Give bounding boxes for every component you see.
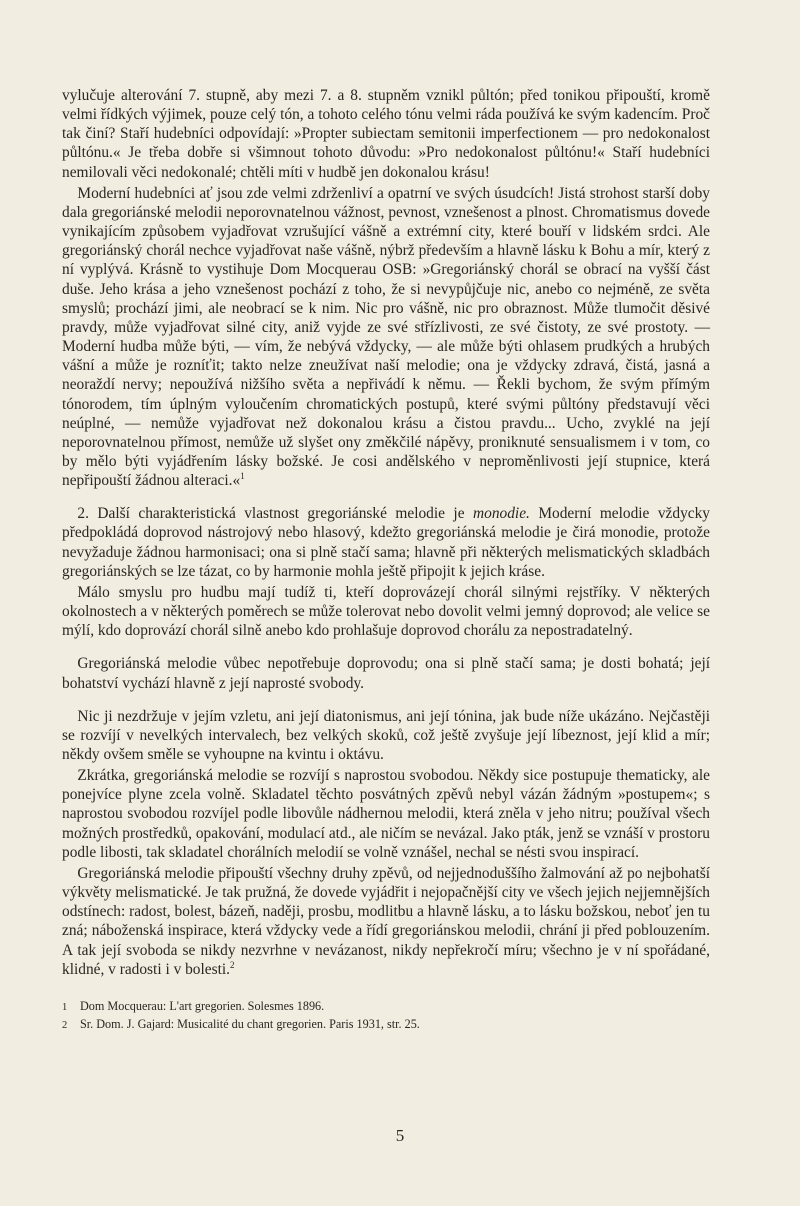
emphasis-term: monodie. <box>473 505 530 523</box>
footnotes <box>62 998 710 1034</box>
footnote-mark: 2 <box>230 959 235 970</box>
page-number: 5 <box>395 1126 405 1145</box>
body-text <box>62 86 710 979</box>
paragraph <box>62 184 710 491</box>
paragraph-text: vylučuje alterování 7. stupně, aby mezi 7. a 8. stupněm vznikl půltón; před tonikou připouští, kromě velmi řídkých výjimek, pouze celý tón, a tohoto celého tónu velmi ráda používá ke svým kadencím. Proč tak činí? Staří hudebníci odpovídají: »Propter subiectam semitonii imperfectionem — pro nedokonalost půltónu.« Je třeba dobře si všimnout tohoto důvodu: »Pro nedokonalost půltónu!« Staří hudebníci nemilovali věci nedokonalé; chtěli míti v hudbě jen dokonalou krásu! <box>62 87 710 181</box>
footnote-text: Sr. Dom. J. Gajard: Musicalité du chant gregorien. Paris 1931, str. 25. <box>80 1016 420 1031</box>
paragraph <box>62 654 710 692</box>
footnote-mark: 1 <box>240 471 245 481</box>
paragraph <box>62 86 710 182</box>
paragraph <box>62 766 710 862</box>
paragraph-text: Moderní hudebníci ať jsou zde velmi zdrženliví a opatrní ve svých úsudcích! Jistá strohost starší doby dala gregoriánské melodii neporovnatelnou vážnost, pevnost, vznešenost a plnost. Chromatismus dovede vynikajícím způsobem vyjadřovat vzrušující vášně a extrémní city, které bouří v lidském srdci. Ale gregoriánský chorál nechce vyjadřovat naše vášně, nýbrž především a hlavně lásku k Bohu a mír, který z ní vyplývá. Krásně to vystihuje Dom Mocquerau OSB: »Gregoriánský chorál se obrací na vyšší část duše. Jeho krása a jeho vznešenost pochází z toho, že si nevypůjčuje nic, anebo co nejméně, ze světa smyslů; prochází jimi, ale neobrací se k nim. Nic pro vášně, nic pro obraznost. Může tlumočit děsivé pravdy, může vyjadřovat silné city, aniž vyjde ze své střízlivosti, ze své čistoty, ze své prostoty. — Moderní hudba může býti, — vím, že nebývá vždycky, — ale může býti ohlasem prudkých a hrubých vášní a může je rozníťit; takto nelze zneužívat naší melodie; ona je vždycky zdravá, čistá, jasná a neoraždí nervy; nepoužívá nižšího světa a nepřivádí k němu. — Řekli bychom, že svým přímým tónorodem, tím úplným vyloučením chromatických postupů, které svými půltóny představují věci neúplné, — nemůže vyjadřovat než dokonalou krásu a čistou pravdu... Ucho, zvyklé na její neporovnatelnou přímost, nemůže už slyšet ony změkčilé nápěvy, proniknuté sensualismem i v tom, co by mělo býti vyjádřením lásky božské. Je cosi andělského v neproměnlivosti její stupnice, která nepřipouští žádnou alteraci.« <box>62 184 710 490</box>
paragraph-text: 2. Další charakteristická vlastnost gregoriánské melodie je <box>77 505 474 523</box>
paragraph <box>62 504 710 581</box>
paragraph-text: Málo smyslu pro hudbu mají tudíž ti, kteří doprovázejí chorál silnými rejstříky. V některých okolnostech a v některých poměrech se může tolerovat nebo dovolit velmi jemný doprovod; ale velice se mýlí, kdo doprovází chorál silně anebo kdo prohlašuje doprovod chorálu za nepostradatelný. <box>62 583 710 640</box>
paragraph-text: Gregoriánská melodie připouští všechny druhy zpěvů, od nejjednoduššího žalmování až po nejbohatší výkvěty melismatické. Je tak pružná, že dovede vyjádřit i nejopačnější city ve všech jejich nejjemnějších odstínech: radost, bolest, bázeň, naději, prosbu, modlitbu a hlavně lásku, a to lásku božskou, neboť jen tu zná; náboženská inspirace, která vždycky vede a řídí gregoriánskou melodii, chrání ji před poblouzením. A tak její svoboda se nikdy nezvrhne v nevázanost, nikdy nepřekročí míru; všechno je v ní spořádané, klidné, v radosti i v bolesti. <box>62 864 710 978</box>
paragraph-text: Nic ji nezdržuje v jejím vzletu, ani její diatonismus, ani její tónina, jak bude níže ukázáno. Nejčastěji se rozvíjí v nevelkých intervalech, bez velkých skoků, což ještě zvyšuje její líbeznost, její klid a mír; někdy ovšem směle se vyhoupne na kvintu i oktávu. <box>62 707 710 763</box>
paragraph-text: Zkrátka, gregoriánská melodie se rozvíjí s naprostou svobodou. Někdy sice postupuje thematicky, ale ponejvíce plyne zcela volně. Skladatel těchto posvátných zpěvů nebyl vázán žádným »postupem«; s naprostou svobodou rozvíjel podle libovůle nádhernou melodii, která zněla v jeho nitru; používal všech možných prostředků, opakování, modulací atd., ale ničím se nevázal. Jako pták, jenž se vznáší v prostoru podle libosti, tak skladatel chorálních melodií se volně vznášel, nechal se nésti svou inspirací. <box>62 767 710 861</box>
footnote <box>62 998 710 1016</box>
footnote-number: 1 <box>62 1001 68 1013</box>
paragraph-text: Moderní melodie vždycky předpokládá doprovod nástrojový nebo hlasový, kdežto gregoriánská melodie je čirá monodie, protože nevyžaduje žádnou harmonisaci; ona si plně stačí sama; hlavně při některých melismatických skladbách gregoriánských se lze tázat, co by harmonie mohla ještě připojit k jejich kráse. <box>62 505 710 580</box>
paragraph <box>62 864 710 979</box>
footnote <box>62 1016 710 1034</box>
paragraph <box>62 707 710 764</box>
paragraph-text: Gregoriánská melodie vůbec nepotřebuje doprovodu; ona si plně stačí sama; je dosti bohatá; její bohatství vychází hlavně z její naprosté svobody. <box>62 655 710 692</box>
footnote-number: 2 <box>62 1019 68 1031</box>
footnote-text: Dom Mocquerau: L'art gregorien. Solesmes 1896. <box>80 998 325 1013</box>
paragraph <box>62 583 710 640</box>
